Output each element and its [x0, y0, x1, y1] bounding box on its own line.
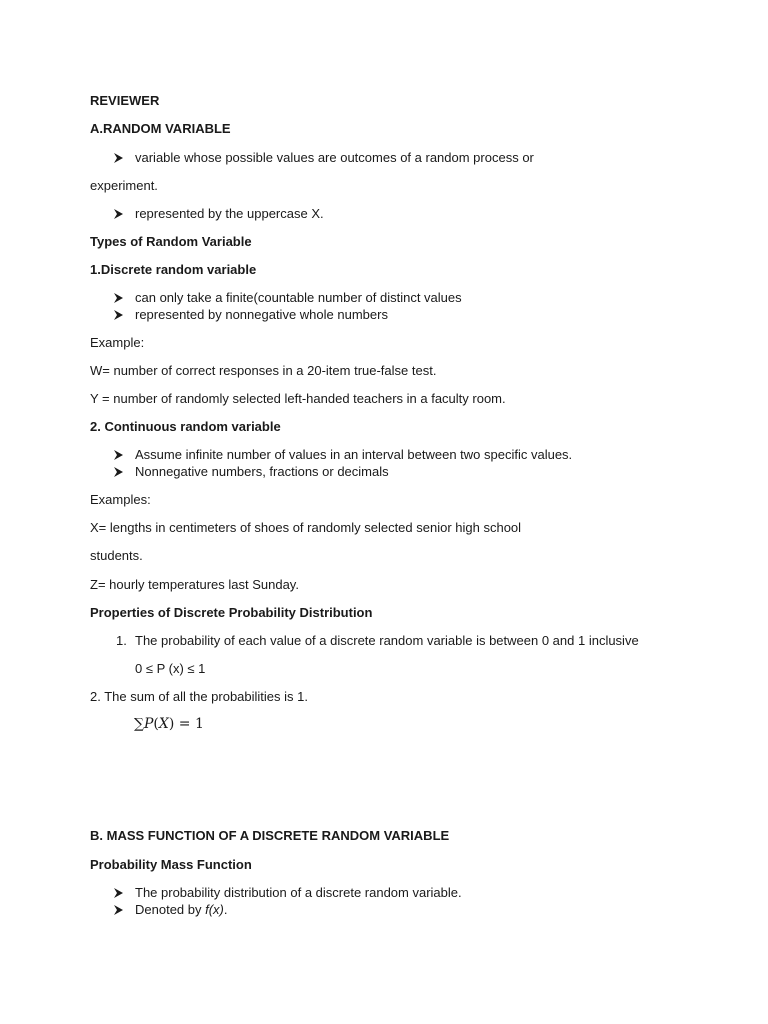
- list-item-text: 2. The sum of all the probabilities is 1.: [90, 689, 308, 704]
- list-item-text: The probability of each value of a discrete random variable is between 0 and 1 inclusive: [135, 633, 639, 648]
- bullet-text: can only take a finite(countable number of distinct values: [135, 290, 462, 305]
- bullet-text: represented by nonnegative whole numbers: [135, 307, 388, 322]
- example-text-continuation: students.: [90, 548, 143, 563]
- arrowhead-bullet-icon: [113, 290, 125, 306]
- example-text: X= lengths in centimeters of shoes of randomly selected senior high school: [90, 520, 522, 535]
- document-title: REVIEWER: [90, 93, 160, 108]
- bullet-text: [135, 902, 228, 918]
- continuous-heading: 2. Continuous random variable: [90, 419, 281, 434]
- bullet-text: Assume infinite number of values in an interval between two specific values.: [135, 447, 573, 462]
- formula-x: X: [158, 716, 169, 732]
- section-b-heading: B. MASS FUNCTION OF A DISCRETE RANDOM VARIABLE: [90, 828, 450, 843]
- bullet-text: The probability distribution of a discrete random variable.: [135, 885, 462, 900]
- arrowhead-bullet-icon: [113, 307, 125, 323]
- arrowhead-bullet-icon: [113, 447, 125, 463]
- bullet-text: represented by the uppercase X.: [135, 206, 324, 221]
- bullet-suffix: .: [223, 902, 228, 917]
- formula-p: P: [144, 716, 154, 732]
- bullet-text: Nonnegative numbers, fractions or decimals: [135, 464, 389, 479]
- probability-range-formula: 0 ≤ P (x) ≤ 1: [135, 661, 206, 676]
- bullet-prefix: Denoted by: [135, 902, 206, 917]
- example-text: W= number of correct responses in a 20-item true-false test.: [90, 363, 437, 378]
- discrete-heading: 1.Discrete random variable: [90, 262, 257, 277]
- arrowhead-bullet-icon: [113, 885, 125, 901]
- example-text: Z= hourly temperatures last Sunday.: [90, 577, 299, 592]
- arrowhead-bullet-icon: [113, 464, 125, 480]
- sum-probabilities-formula: [134, 715, 204, 733]
- pmf-subheading: Probability Mass Function: [90, 857, 252, 872]
- bullet-text-continuation: experiment.: [90, 178, 158, 193]
- sigma-symbol: ∑: [134, 716, 144, 732]
- example-label: Examples:: [90, 492, 151, 507]
- function-notation: f(x): [205, 902, 224, 917]
- formula-lparen: (: [153, 716, 159, 732]
- types-heading: Types of Random Variable: [90, 234, 252, 249]
- example-text: Y = number of randomly selected left-handed teachers in a faculty room.: [90, 391, 506, 406]
- example-label: Example:: [90, 335, 145, 350]
- arrowhead-bullet-icon: [113, 206, 125, 222]
- section-a-heading: A.RANDOM VARIABLE: [90, 121, 231, 136]
- formula-rhs: = 1: [174, 716, 204, 732]
- list-number: 1.: [116, 633, 127, 648]
- arrowhead-bullet-icon: [113, 150, 125, 166]
- properties-heading: Properties of Discrete Probability Distribution: [90, 605, 373, 620]
- bullet-text: variable whose possible values are outcomes of a random process or: [135, 150, 534, 165]
- formula-rparen: ): [168, 716, 175, 732]
- arrowhead-bullet-icon: [113, 902, 125, 918]
